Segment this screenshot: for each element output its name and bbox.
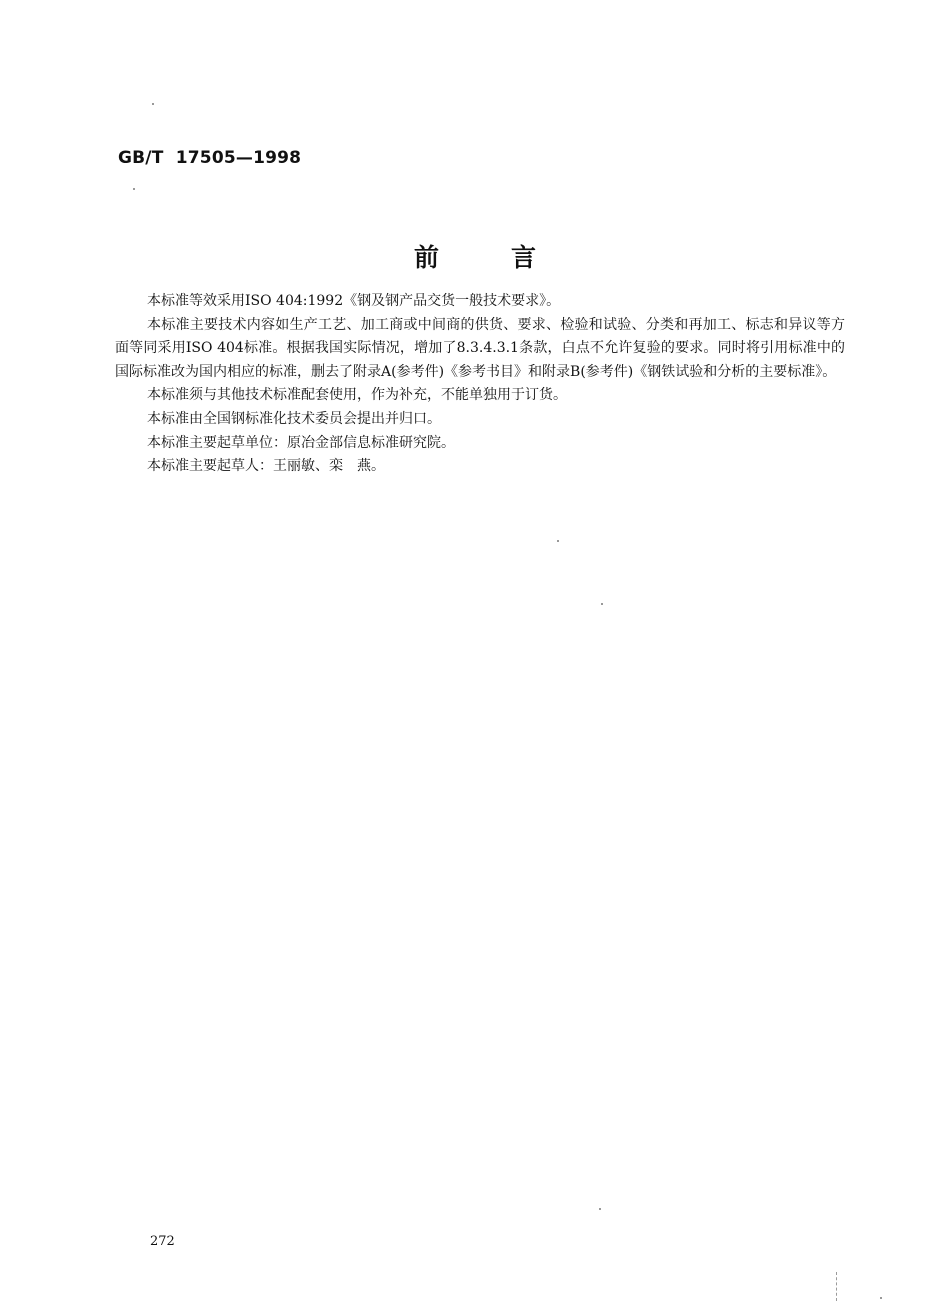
scan-speck (152, 103, 154, 105)
scan-edge-mark (836, 1272, 837, 1301)
paragraph-drafting-unit: 本标准主要起草单位：原冶金部信息标准研究院。 (147, 434, 455, 451)
scan-speck (601, 603, 603, 605)
scan-speck (133, 188, 135, 190)
paragraph-proposer: 本标准由全国钢标准化技术委员会提出并归口。 (147, 410, 441, 427)
scan-speck (599, 1208, 601, 1210)
scan-speck (557, 540, 559, 542)
paragraph-adoption: 本标准等效采用ISO 404:1992《钢及钢产品交货一般技术要求》。 (147, 293, 561, 309)
paragraph-usage: 本标准须与其他技术标准配套使用，作为补充，不能单独用于订货。 (147, 387, 567, 404)
paragraph-content: 本标准主要技术内容如生产工艺、加工商或中间商的供货、要求、检验和试验、分类和再加工、标志和异议等方面等同采用ISO 404标准。根据我国实际情况，增加了8.3.4.3.1条款，白点不允许复验的要求。同时将引用标准中的国际标准改为国内相应的标准，删去了附录A(参考件)《参考书目》和附录B(参考件)《钢铁试验和分析的主要标准》。 (115, 316, 845, 380)
paragraph-drafters: 本标准主要起草人：王丽敏、栾 燕。 (147, 458, 385, 475)
foreword-body (115, 290, 845, 479)
scan-speck (880, 1297, 882, 1299)
page-title: 前言 (413, 243, 608, 272)
page-number: 272 (150, 1234, 175, 1249)
standard-code: GB/T 17505—1998 (118, 148, 302, 168)
